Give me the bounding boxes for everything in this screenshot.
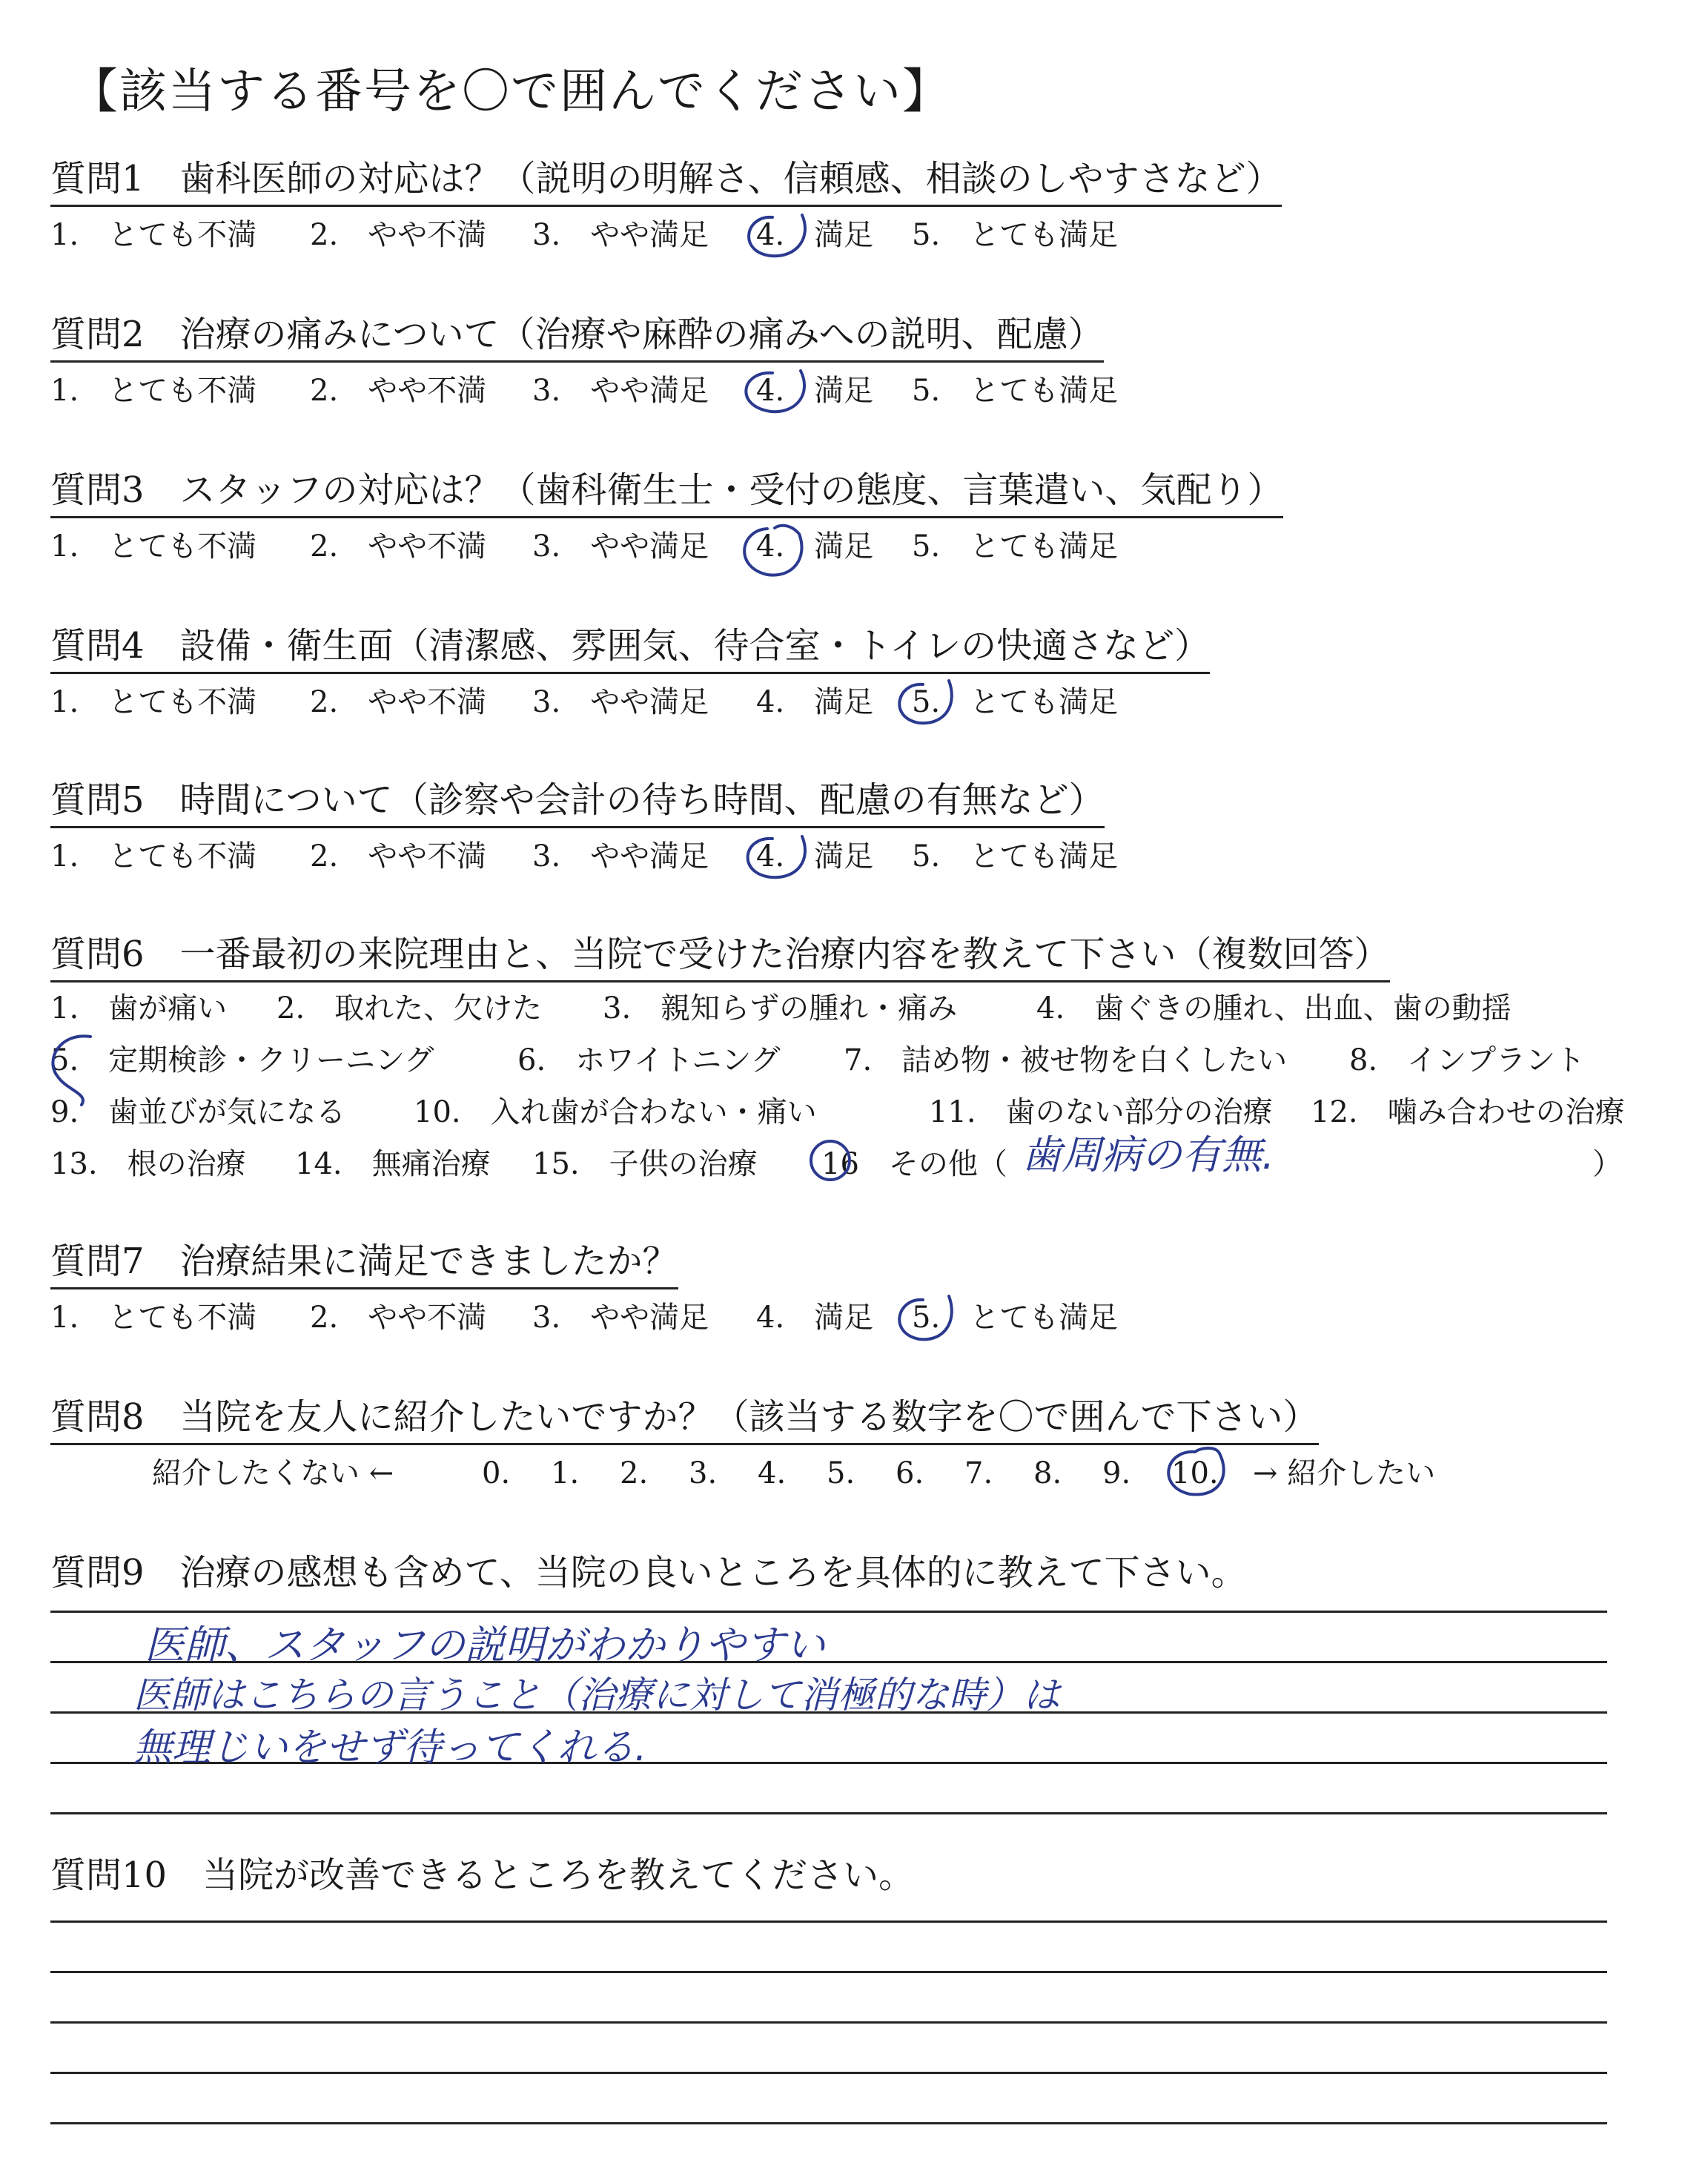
q4-option-4[interactable]: 4. 満足 (756, 685, 874, 719)
q9-answer-text-1[interactable]: 医師、スタッフの説明がわかりやすい (145, 1622, 825, 1668)
q6-other-text[interactable]: 歯周病の有無. (1022, 1132, 1275, 1178)
question-6-label: 質問6 一番最初の来院理由と、当院で受けた治療内容を教えて下さい（複数回答） (50, 933, 1390, 982)
q4-option-1[interactable]: 1. とても不満 (50, 685, 257, 719)
q5-option-5[interactable]: 5. とても満足 (912, 839, 1119, 873)
q8-number-10[interactable]: 10. (1171, 1456, 1219, 1490)
q2-option-3[interactable]: 3. やや満足 (532, 374, 709, 408)
q1-option-2[interactable]: 2. やや不満 (310, 218, 487, 252)
q4-option-5[interactable]: 5. とても満足 (912, 685, 1119, 719)
q8-number-7[interactable]: 7. (964, 1456, 993, 1490)
q8-number-0[interactable]: 0. (482, 1456, 511, 1490)
q6-option-13[interactable]: 13. 根の治療 (50, 1147, 246, 1181)
page-title: 【該当する番号を〇で囲んでください】 (70, 65, 951, 119)
q7-option-2[interactable]: 2. やや不満 (310, 1301, 487, 1335)
q2-option-1[interactable]: 1. とても不満 (50, 374, 257, 408)
q6-option-10[interactable]: 10. 入れ歯が合わない・痛い (414, 1095, 817, 1129)
q4-option-2[interactable]: 2. やや不満 (310, 685, 487, 719)
q6-option-6[interactable]: 6. ホワイトニング (517, 1043, 781, 1077)
q1-option-4[interactable]: 4. 満足 (756, 218, 874, 252)
q8-number-2[interactable]: 2. (620, 1456, 649, 1490)
q8-number-5[interactable]: 5. (827, 1456, 855, 1490)
q8-right-label: → 紹介したい (1253, 1456, 1436, 1490)
q6-other-close: ） (1592, 1147, 1622, 1181)
q3-option-3[interactable]: 3. やや満足 (532, 529, 709, 564)
q6-option-4[interactable]: 4. 歯ぐきの腫れ、出血、歯の動揺 (1036, 991, 1512, 1025)
q5-selection-circle (748, 836, 805, 877)
q6-option-15[interactable]: 15. 子供の治療 (532, 1147, 758, 1181)
q1-option-3[interactable]: 3. やや満足 (532, 218, 709, 252)
q7-option-1[interactable]: 1. とても不満 (50, 1301, 257, 1335)
question-3-label: 質問3 スタッフの対応は？（歯科衛生士・受付の態度、言葉遣い、気配り） (50, 469, 1283, 518)
question-8-label: 質問8 当院を友人に紹介したいですか？（該当する数字を〇で囲んで下さい） (50, 1396, 1319, 1445)
q3-option-1[interactable]: 1. とても不満 (50, 529, 257, 564)
q8-number-9[interactable]: 9. (1102, 1456, 1131, 1490)
question-5-label: 質問5 時間について（診察や会計の待ち時間、配慮の有無など） (50, 779, 1105, 828)
q6-option-12[interactable]: 12. 噛み合わせの治療 (1311, 1095, 1625, 1129)
q6-option-16-selection-circle (811, 1141, 850, 1180)
q3-option-5[interactable]: 5. とても満足 (912, 529, 1119, 564)
q1-selection-circle (749, 215, 805, 256)
q6-option-3[interactable]: 3. 親知らずの腫れ・痛み (603, 991, 958, 1025)
q6-option-7[interactable]: 7. 詰め物・被せ物を白くしたい (844, 1043, 1288, 1077)
q2-option-5[interactable]: 5. とても満足 (912, 374, 1119, 408)
q6-option-14[interactable]: 14. 無痛治療 (295, 1147, 491, 1181)
q2-option-4[interactable]: 4. 満足 (756, 374, 874, 408)
q7-selection-circle (899, 1296, 952, 1339)
q8-selection-circle (1168, 1448, 1223, 1495)
q8-number-8[interactable]: 8. (1033, 1456, 1062, 1490)
q6-option-2[interactable]: 2. 取れた、欠けた (277, 991, 543, 1025)
q6-option-5[interactable]: 5. 定期検診・クリーニング (50, 1043, 434, 1077)
q3-selection-circle (744, 526, 801, 575)
q6-option-11[interactable]: 11. 歯のない部分の治療 (929, 1095, 1273, 1129)
question-1-label: 質問1 歯科医師の対応は？（説明の明解さ、信頼感、相談のしやすさなど） (50, 157, 1282, 207)
q9-answer-text-3[interactable]: 無理じいをせず待ってくれる. (133, 1725, 647, 1770)
q6-option-9[interactable]: 9. 歯並びが気になる (50, 1095, 346, 1129)
q8-number-6[interactable]: 6. (896, 1456, 924, 1490)
q8-number-3[interactable]: 3. (689, 1456, 718, 1490)
q8-left-label: 紹介したくない ← (152, 1456, 394, 1490)
question-7-label: 質問7 治療結果に満足できましたか？ (50, 1240, 678, 1289)
q4-option-3[interactable]: 3. やや満足 (532, 685, 709, 719)
q7-option-4[interactable]: 4. 満足 (756, 1301, 874, 1335)
q5-option-4[interactable]: 4. 満足 (756, 839, 874, 873)
q2-selection-circle (746, 371, 804, 412)
q3-option-4[interactable]: 4. 満足 (756, 529, 874, 564)
q5-option-2[interactable]: 2. やや不満 (310, 839, 487, 873)
question-2-label: 質問2 治療の痛みについて（治療や麻酔の痛みへの説明、配慮） (50, 313, 1104, 363)
q8-number-1[interactable]: 1. (551, 1456, 580, 1490)
q6-option-1[interactable]: 1. 歯が痛い (50, 991, 228, 1025)
q1-option-1[interactable]: 1. とても不満 (50, 218, 257, 252)
q5-option-1[interactable]: 1. とても不満 (50, 839, 257, 873)
question-4-label: 質問4 設備・衛生面（清潔感、雰囲気、待合室・トイレの快適さなど） (50, 624, 1210, 674)
q1-option-5[interactable]: 5. とても満足 (912, 218, 1119, 252)
q2-option-2[interactable]: 2. やや不満 (310, 374, 487, 408)
q6-option-16[interactable]: 16 その他（ (821, 1147, 1007, 1181)
q5-option-3[interactable]: 3. やや満足 (532, 839, 709, 873)
q7-option-3[interactable]: 3. やや満足 (532, 1301, 709, 1335)
q6-option-8[interactable]: 8. インプラント (1349, 1043, 1586, 1077)
q8-number-4[interactable]: 4. (758, 1456, 787, 1490)
q4-selection-circle (899, 681, 952, 723)
q7-option-5[interactable]: 5. とても満足 (912, 1301, 1119, 1335)
q6-option-5-selection-circle (53, 1036, 90, 1105)
q9-answer-text-2[interactable]: 医師はこちらの言うこと（治療に対して消極的な時）は (133, 1674, 1060, 1717)
q3-option-2[interactable]: 2. やや不満 (310, 529, 487, 564)
question-9-label: 質問9 治療の感想も含めて、当院の良いところを具体的に教えて下さい。 (50, 1552, 1247, 1593)
question-10-label: 質問10 当院が改善できるところを教えてください。 (50, 1855, 915, 1896)
